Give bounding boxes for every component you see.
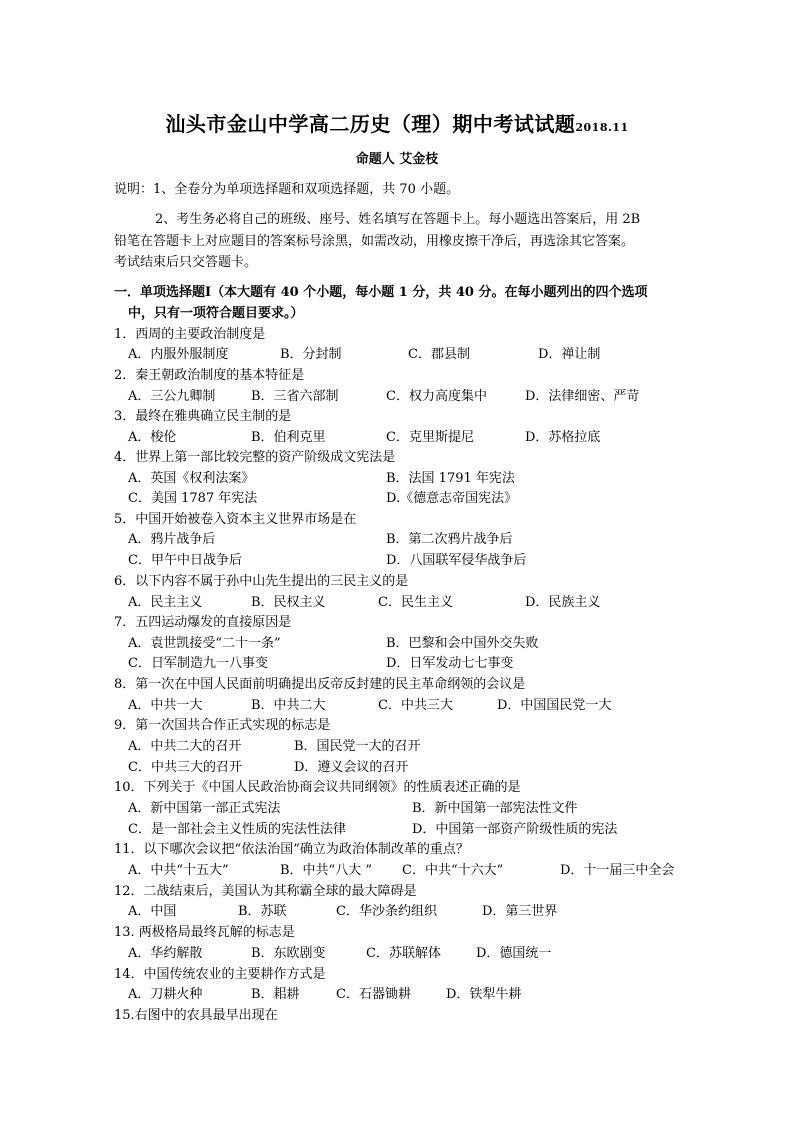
option-1b: B．分封制 bbox=[280, 347, 342, 362]
option-3d: D．苏格拉底 bbox=[525, 430, 601, 445]
option-10c: C．是一部社会主义性质的宪法性法律 bbox=[128, 822, 346, 837]
option-14d: D．铁犁牛耕 bbox=[446, 987, 522, 1002]
option-10b: B．新中国第一部宪法性文件 bbox=[412, 801, 578, 816]
option-5c: C．甲午中日战争后 bbox=[128, 553, 242, 568]
option-11b: B．中共“八大 ” bbox=[280, 863, 372, 878]
option-14b: B．耜耕 bbox=[251, 987, 300, 1002]
option-8d: D．中国国民党一大 bbox=[497, 698, 612, 713]
instruction-line-2: 2、考生务必将自己的班级、座号、姓名填写在答题卡上。每小题选出答案后，用 2B bbox=[155, 212, 641, 227]
option-5b: B．第二次鸦片战争后 bbox=[386, 532, 513, 547]
option-7a: A．袁世凯接受“二十一条” bbox=[128, 636, 281, 651]
question-5: 5．中国开始被卷入资本主义世界市场是在 bbox=[114, 512, 357, 527]
option-8b: B．中共二大 bbox=[251, 698, 326, 713]
title-text: 汕头市金山中学高二历史（理）期中考试试题 bbox=[165, 112, 576, 136]
option-13d: D．德国统一 bbox=[476, 946, 552, 961]
option-4b: B．法国 1791 年宪法 bbox=[386, 471, 515, 486]
option-4a: A．英国《权利法案》 bbox=[128, 471, 255, 486]
option-9c: C．中共三大的召开 bbox=[128, 760, 242, 775]
option-2a: A．三公九卿制 bbox=[128, 389, 216, 404]
option-2b: B．三省六部制 bbox=[251, 389, 339, 404]
option-3a: A．梭伦 bbox=[128, 430, 177, 445]
instruction-line-4: 考试结束后只交答题卡。 bbox=[114, 255, 258, 270]
question-7: 7．五四运动爆发的直接原因是 bbox=[114, 615, 292, 630]
question-9: 9．第一次国共合作正式实现的标志是 bbox=[114, 718, 331, 733]
question-13: 13. 两极格局最终瓦解的标志是 bbox=[114, 925, 295, 940]
option-12d: D．第三世界 bbox=[482, 904, 558, 919]
question-15: 15.右图中的农具最早出现在 bbox=[114, 1008, 278, 1023]
instruction-line-3: 铅笔在答题卡上对应题目的答案标号涂黑，如需改动，用橡皮擦干净后，再选涂其它答案。 bbox=[114, 234, 635, 249]
option-13a: A．华约解散 bbox=[128, 946, 203, 961]
question-11: 11．以下哪次会议把“依法治国”确立为政治体制改革的重点？ bbox=[114, 842, 469, 857]
option-6c: C．民生主义 bbox=[378, 595, 453, 610]
instruction-line-1: 说明：1、全卷分为单项选择题和双项选择题，共 70 小题。 bbox=[114, 182, 460, 197]
option-1c: C．郡县制 bbox=[408, 347, 470, 362]
option-14a: A．刀耕火种 bbox=[128, 987, 203, 1002]
option-4c: C．美国 1787 年宪法 bbox=[128, 491, 258, 506]
option-1a: A．内服外服制度 bbox=[128, 347, 229, 362]
option-1d: D．禅让制 bbox=[538, 347, 601, 362]
option-13c: C．苏联解体 bbox=[366, 946, 441, 961]
question-4: 4．世界上第一部比较完整的资产阶级成文宪法是 bbox=[114, 450, 396, 465]
option-2d: D．法律细密、严苛 bbox=[525, 389, 640, 404]
question-10: 10．下列关于《中国人民政治协商会议共同纲领》的性质表述正确的是 bbox=[114, 780, 521, 795]
option-11a: A．中共“十五大” bbox=[128, 863, 229, 878]
question-14: 14．中国传统农业的主要耕作方式是 bbox=[114, 967, 326, 982]
section-heading-line-2: 中，只有一项符合题目要求。） bbox=[128, 306, 304, 321]
option-12a: A．中国 bbox=[128, 904, 177, 919]
question-3: 3．最终在雅典确立民主制的是 bbox=[114, 409, 292, 424]
option-4d: D.《德意志帝国宪法》 bbox=[386, 491, 518, 506]
option-8a: A．中共一大 bbox=[128, 698, 203, 713]
option-2c: C．权力高度集中 bbox=[386, 389, 487, 404]
option-12b: B．苏联 bbox=[238, 904, 287, 919]
option-9d: D．遵义会议的召开 bbox=[294, 760, 409, 775]
option-10a: A．新中国第一部正式宪法 bbox=[128, 801, 281, 816]
question-6: 6．以下内容不属于孙中山先生提出的三民主义的是 bbox=[114, 574, 409, 589]
question-8: 8．第一次在中国人民面前明确提出反帝反封建的民主革命纲领的会议是 bbox=[114, 677, 526, 692]
option-11d: D．十一届三中全会 bbox=[560, 863, 675, 878]
option-6d: D．民族主义 bbox=[525, 595, 601, 610]
option-7c: C．日军制造九一八事变 bbox=[128, 656, 268, 671]
option-5a: A．鸦片战争后 bbox=[128, 532, 216, 547]
option-6b: B．民权主义 bbox=[251, 595, 326, 610]
option-5d: D．八国联军侵华战争后 bbox=[386, 553, 527, 568]
option-12c: C．华沙条约组织 bbox=[336, 904, 437, 919]
option-3b: B．伯利克里 bbox=[251, 430, 326, 445]
option-6a: A．民主主义 bbox=[128, 595, 203, 610]
option-14c: C．石器锄耕 bbox=[336, 987, 411, 1002]
option-7d: D．日军发动七七事变 bbox=[386, 656, 514, 671]
option-9a: A．中共二大的召开 bbox=[128, 739, 242, 754]
author-line: 命题人 艾金枝 bbox=[355, 152, 439, 167]
option-11c: C．中共“十六大” bbox=[402, 863, 504, 878]
option-8c: C．中共三大 bbox=[378, 698, 453, 713]
option-13b: B．东欧剧变 bbox=[251, 946, 326, 961]
question-2: 2．秦王朝政治制度的基本特征是 bbox=[114, 368, 305, 383]
option-10d: D．中国第一部资产阶级性质的宪法 bbox=[412, 822, 618, 837]
question-12: 12．二战结束后，美国认为其称霸全球的最大障碍是 bbox=[114, 884, 417, 899]
option-9b: B．国民党一大的召开 bbox=[294, 739, 421, 754]
option-3c: C．克里斯提尼 bbox=[386, 430, 474, 445]
exam-date: 2018.11 bbox=[575, 121, 629, 134]
page-title bbox=[0, 108, 794, 137]
question-1: 1．西周的主要政治制度是 bbox=[114, 327, 266, 342]
section-heading-line-1: 一．单项选择题Ⅰ（本大题有 40 个小题，每小题 1 分，共 40 分。在每小题列出的四个选项 bbox=[114, 285, 648, 300]
option-7b: B．巴黎和会中国外交失败 bbox=[386, 636, 539, 651]
